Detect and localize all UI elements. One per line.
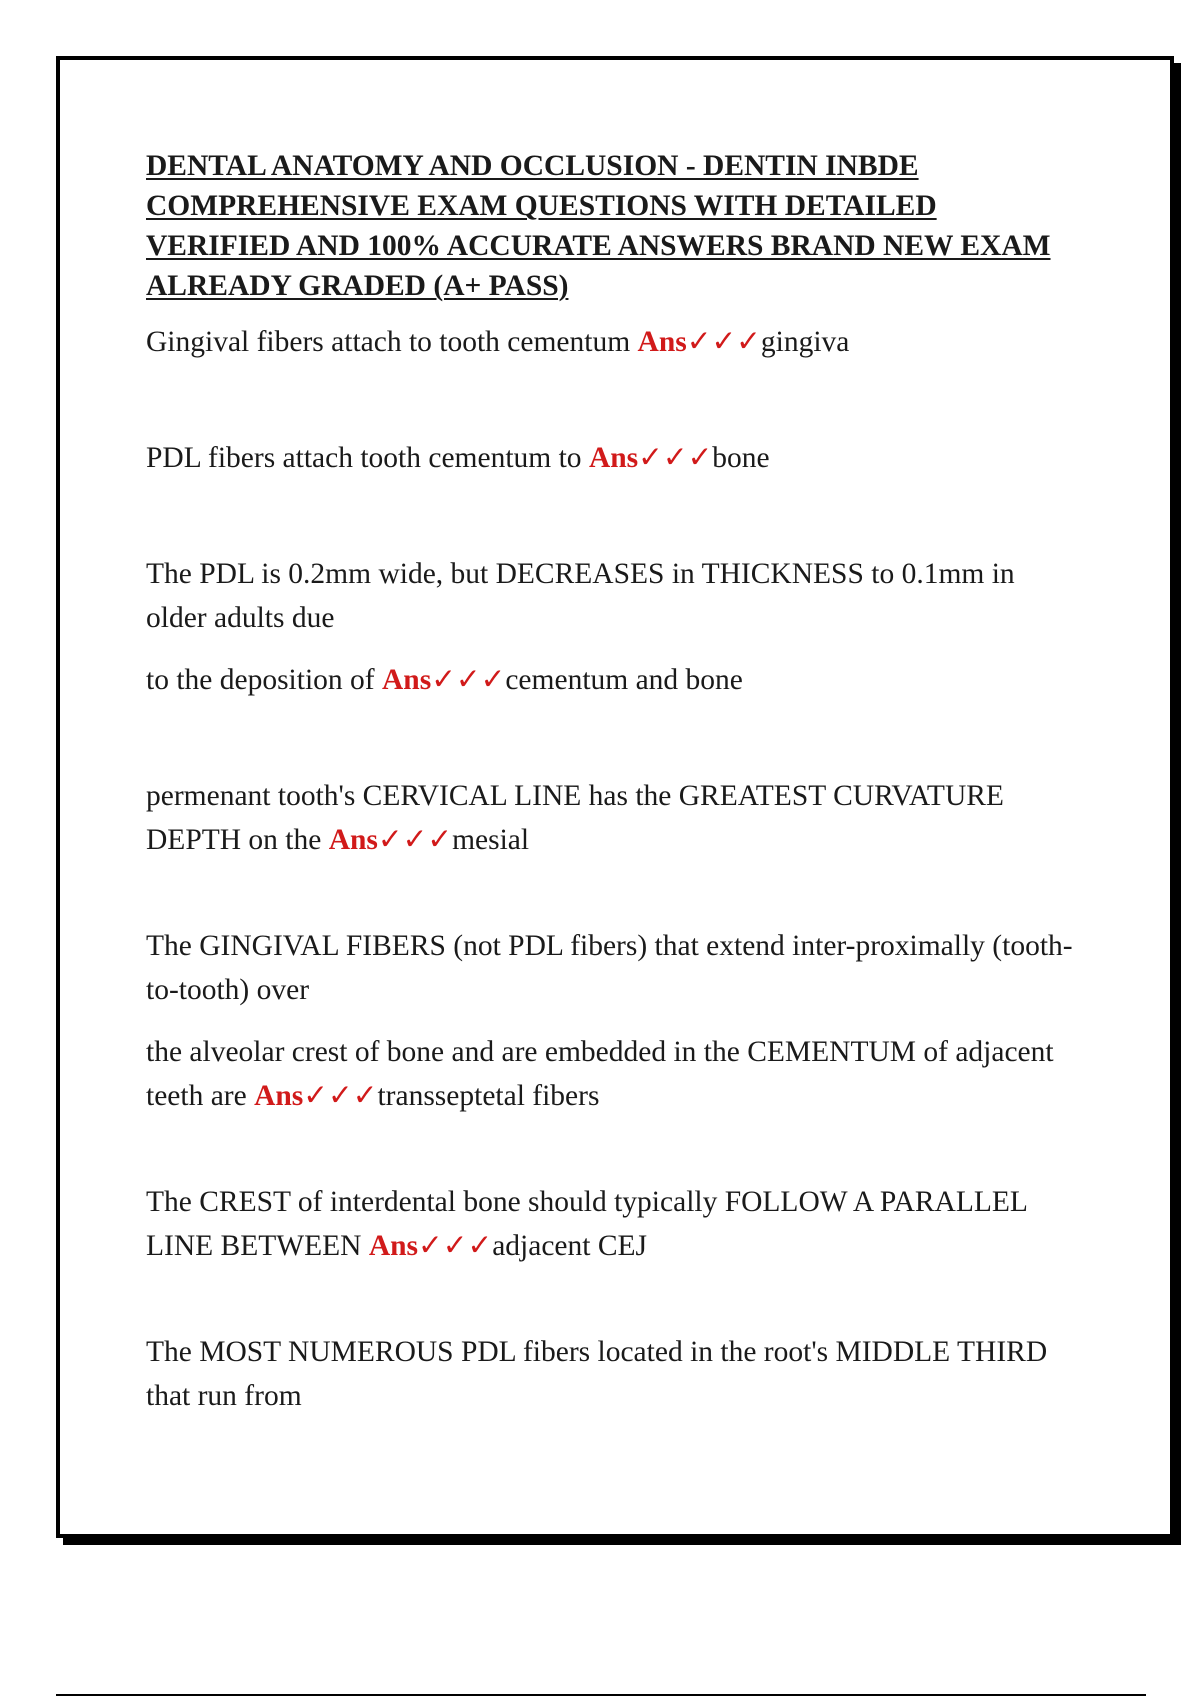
question-text: permenant tooth's CERVICAL LINE has the GREATEST CURVATURE DEPTH on the	[146, 780, 1004, 856]
qa-item	[146, 436, 1076, 480]
document-title: DENTAL ANATOMY AND OCCLUSION - DENTIN INBDE COMPREHENSIVE EXAM QUESTIONS WITH DETAILED VERIFIED AND 100% ACCURATE ANSWERS BRAND NEW EXAM ALREADY GRADED (A+ PASS)	[146, 150, 1051, 302]
answer-text: transseptetal fibers	[377, 1080, 600, 1112]
answer-text: bone	[712, 442, 770, 474]
checkmark-icon: ✓✓✓	[418, 1230, 493, 1262]
checkmark-icon: ✓✓✓	[303, 1080, 378, 1112]
checkmark-icon: ✓✓✓	[431, 664, 506, 696]
checkmark-icon: ✓✓✓	[686, 326, 761, 358]
answer-label: Ans	[381, 664, 432, 696]
checkmark-icon: ✓✓✓	[638, 442, 713, 474]
question-text: The GINGIVAL FIBERS (not PDL fibers) that extend inter-proximally (tooth-to-tooth) over	[146, 930, 1073, 1006]
answer-label: Ans	[588, 442, 639, 474]
answer-label: Ans	[368, 1230, 419, 1262]
answer-text: adjacent CEJ	[492, 1230, 648, 1262]
qa-item	[146, 924, 1076, 1118]
question-text: the alveolar crest of bone and are embedded in the CEMENTUM of adjacent teeth are	[146, 1036, 1054, 1112]
qa-item	[146, 1330, 1076, 1418]
question-text: The MOST NUMEROUS PDL fibers located in the root's MIDDLE THIRD that run from	[146, 1336, 1048, 1412]
question-text: Gingival fibers attach to tooth cementum	[146, 326, 638, 358]
answer-label: Ans	[637, 326, 687, 358]
answer-text: gingiva	[760, 326, 850, 358]
question-text: The CREST of interdental bone should typically FOLLOW A PARALLEL LINE BETWEEN	[146, 1186, 1027, 1262]
answer-text: mesial	[452, 824, 530, 856]
question-text: PDL fibers attach tooth cementum to	[146, 442, 589, 474]
qa-item	[146, 552, 1076, 702]
qa-item	[146, 1180, 1076, 1268]
footer-divider	[56, 1694, 1146, 1696]
question-text: The PDL is 0.2mm wide, but DECREASES in THICKNESS to 0.1mm in older adults due	[146, 558, 1015, 634]
document-body	[146, 146, 1076, 1418]
answer-label: Ans	[328, 824, 378, 856]
checkmark-icon: ✓✓✓	[377, 824, 453, 856]
qa-item	[146, 774, 1076, 862]
answer-label: Ans	[254, 1080, 304, 1112]
question-text: to the deposition of	[146, 664, 382, 696]
answer-text: cementum and bone	[505, 664, 743, 696]
qa-item	[146, 320, 1076, 364]
